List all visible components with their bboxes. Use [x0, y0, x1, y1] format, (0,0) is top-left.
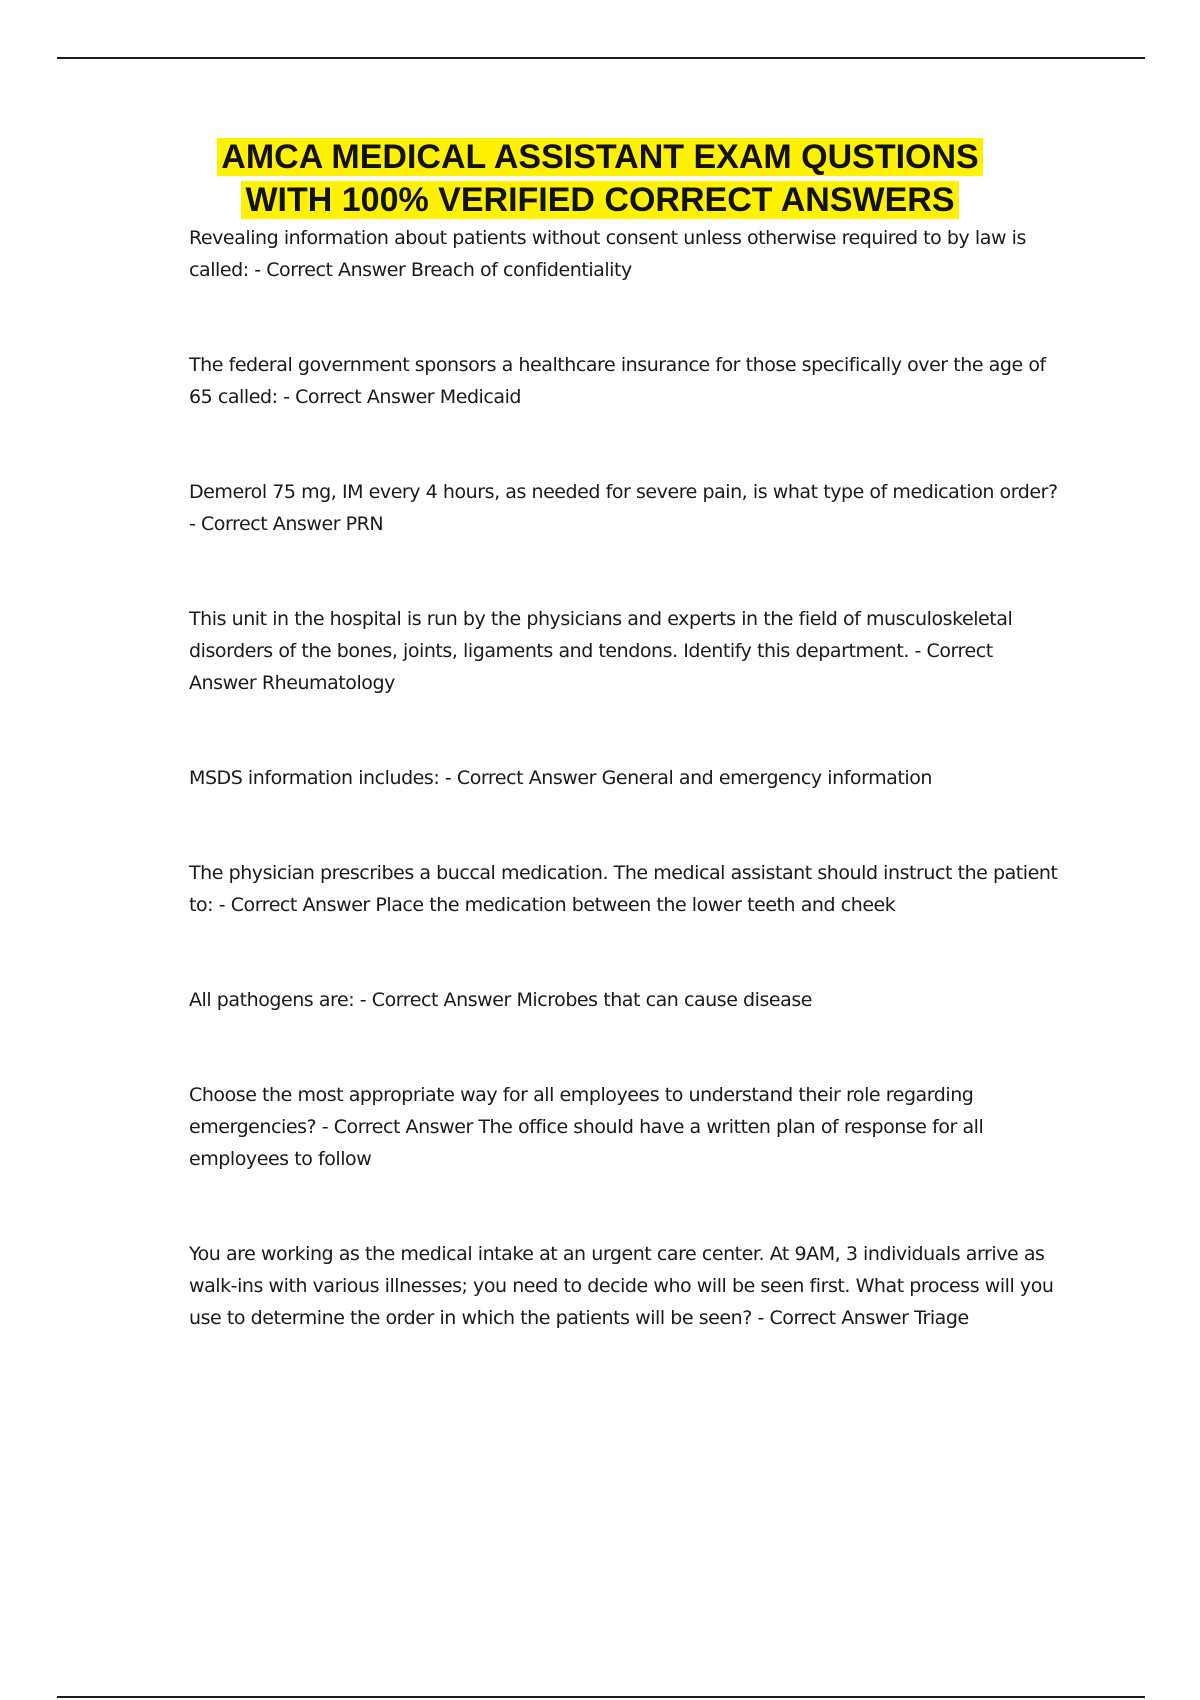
answer-text: Medicaid: [439, 386, 522, 408]
qa-item: [189, 1238, 1059, 1334]
qa-item: [189, 762, 1059, 794]
answer-separator: - Correct Answer: [277, 386, 440, 408]
footer-rule: [57, 1696, 1145, 1698]
question-text: Choose the most appropriate way for all employees to understand their role regarding emergencies?: [189, 1084, 974, 1138]
qa-item: [189, 857, 1059, 921]
question-text: The federal government sponsors a healthcare insurance for those specifically over the age of 65 called:: [189, 354, 1046, 408]
qa-item: [189, 222, 1059, 286]
document-title: [150, 136, 1050, 222]
answer-separator: - Correct Answer: [248, 259, 411, 281]
answer-text: Rheumatology: [261, 672, 395, 694]
answer-separator: - Correct Answer: [439, 767, 602, 789]
qa-item: [189, 476, 1059, 540]
qa-item: [189, 1079, 1059, 1175]
answer-separator: - Correct Answer: [751, 1307, 915, 1329]
answer-text: Breach of confidentiality: [410, 259, 632, 281]
answer-text: Microbes that can cause disease: [516, 989, 813, 1011]
question-text: Revealing information about patients without consent unless otherwise required to by law is called:: [189, 227, 1026, 281]
answer-separator: - Correct Answer: [354, 989, 517, 1011]
question-text: All pathogens are:: [189, 989, 355, 1011]
answer-separator: - Correct Answer: [213, 894, 376, 916]
qa-item: [189, 349, 1059, 413]
header-rule: [57, 57, 1145, 59]
answer-text: Triage: [914, 1307, 969, 1329]
question-text: The physician prescribes a buccal medication. The medical assistant should instruct the patient to:: [189, 862, 1058, 916]
question-text: Demerol 75 mg, IM every 4 hours, as needed for severe pain, is what type of medication order?: [189, 481, 1058, 503]
title-line-2: WITH 100% VERIFIED CORRECT ANSWERS: [241, 181, 958, 219]
question-text: MSDS information includes:: [189, 767, 440, 789]
title-line-1: AMCA MEDICAL ASSISTANT EXAM QUSTIONS: [217, 138, 982, 176]
answer-separator: - Correct Answer: [189, 640, 993, 694]
qa-item: [189, 984, 1059, 1016]
answer-separator: - Correct Answer: [316, 1116, 479, 1138]
answer-text: The office should have a written plan of response for all employees to follow: [189, 1116, 984, 1170]
qa-list: [189, 222, 1059, 1397]
answer-separator: - Correct Answer: [189, 513, 346, 535]
answer-text: Place the medication between the lower teeth and cheek: [375, 894, 896, 916]
qa-item: [189, 603, 1059, 699]
answer-text: PRN: [345, 513, 384, 535]
answer-text: General and emergency information: [601, 767, 932, 789]
question-text: You are working as the medical intake at an urgent care center. At 9AM, 3 individuals arrive as walk-ins with various illnesses; you need to decide who will be seen first. What process will you use to determine the order in which the patients will be seen?: [189, 1243, 1054, 1329]
question-text: This unit in the hospital is run by the physicians and experts in the field of musculoskeletal disorders of the bones, joints, ligaments and tendons. Identify this department.: [189, 608, 1013, 662]
